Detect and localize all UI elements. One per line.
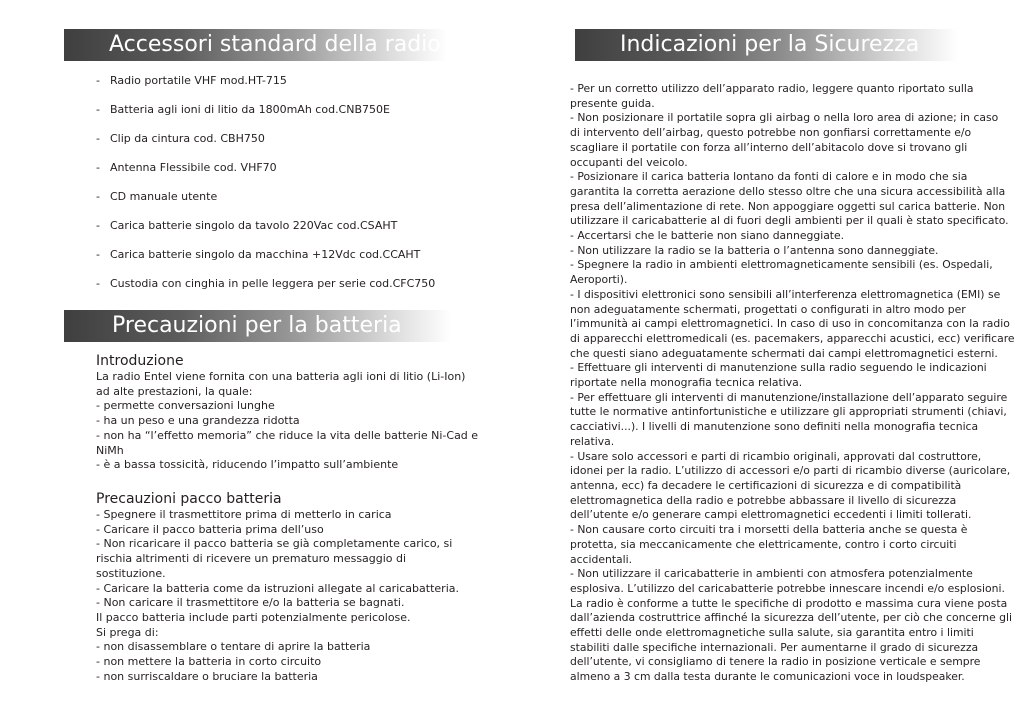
text-line: - non surriscaldare o bruciare la batteria bbox=[96, 669, 318, 683]
text-line: dall’azienda costruttrice affinché la sicurezza dell’utente, per ciò che concerne gli bbox=[570, 611, 1013, 625]
text-line: - Non posizionare il portatile sopra gli airbag o nella loro area di azione; in caso bbox=[570, 111, 999, 125]
list-item: - Antenna Flessibile cod. VHF70 bbox=[96, 161, 277, 174]
text-line: cacciativi...). I livelli di manutenzione sono definiti nella monografia tecnica bbox=[570, 420, 979, 434]
text-line: relativa. bbox=[570, 434, 615, 448]
text-line: - Usare solo accessori e parti di ricambio originali, approvati dal costruttore, bbox=[570, 449, 982, 463]
text-line: dell’utente e/o generare campi elettromagnetici eccedenti i limiti tollerati. bbox=[570, 508, 972, 522]
text-line: l’immunità ai campi elettromagnetici. In caso di uso in concomitanza con la radio bbox=[570, 317, 1010, 331]
text-line: di apparecchi elettromedicali (es. pacemakers, apparecchi acustici, ecc) verificare bbox=[570, 331, 1015, 345]
text-line: almeno a 3 cm dalla testa durante le comunicazioni voce in loudspeaker. bbox=[570, 670, 965, 684]
text-line: occupanti del veicolo. bbox=[570, 155, 688, 169]
text-line: - Per un corretto utilizzo dell’apparato radio, leggere quanto riportato sulla bbox=[570, 82, 974, 95]
text-line: - non disassemblare o tentare di aprire la batteria bbox=[96, 640, 371, 654]
text-line: - ha un peso e una grandezza ridotta bbox=[96, 414, 300, 428]
text-line: - permette conversazioni lunghe bbox=[96, 399, 275, 413]
text-line: - Posizionare il carica batteria lontano da fonti di calore e in modo che sia bbox=[570, 170, 968, 184]
accessories-section-header bbox=[64, 29, 447, 61]
battery-pack-paragraph bbox=[96, 508, 459, 684]
text-line: utilizzare il caricabatterie al di fuori degli ambienti per il quali è stato specificato. bbox=[570, 214, 1009, 228]
text-line: che questi siano adeguatamente schermati dai campi elettromagnetici esterni. bbox=[570, 346, 998, 360]
text-line: - Spegnere il trasmettitore prima di metterlo in carica bbox=[96, 508, 392, 521]
text-line: protetta, sia meccanicamente che elettricamente, contro i corto circuiti bbox=[570, 537, 957, 551]
text-line: - non mettere la batteria in corto circuito bbox=[96, 655, 322, 669]
text-line: stabiliti dalle specifiche internazionali. Per aumentarne il grado di sicurezza bbox=[570, 640, 979, 654]
battery-section-header bbox=[64, 310, 451, 342]
text-line: presa dell’alimentazione di rete. Non appoggiare oggetti sul carica batterie. Non bbox=[570, 199, 1006, 213]
text-line: - Caricare la batteria come da istruzioni allegate al caricabatteria. bbox=[96, 581, 459, 595]
text-line: di intervento dell’airbag, questo potrebbe non gonfiarsi correttamente e/o bbox=[570, 126, 972, 140]
text-line: La radio Entel viene fornita con una batteria agli ioni di litio (Li-Ion) bbox=[96, 370, 466, 383]
text-line: Si prega di: bbox=[96, 625, 159, 639]
text-line: - Non utilizzare la radio se la batteria o l’antenna sono danneggiate. bbox=[570, 243, 939, 257]
list-item: - Batteria agli ioni di litio da 1800mAh cod.CNB750E bbox=[96, 103, 390, 116]
text-line: effetti delle onde elettromagnetiche sulla salute, sia garantita entro i limiti bbox=[570, 626, 974, 640]
text-line: elettromagnetica della radio e potrebbe abbassare il livello di sicurezza bbox=[570, 493, 957, 507]
list-item: - CD manuale utente bbox=[96, 190, 218, 203]
list-item: - Carica batterie singolo da tavolo 220Vac cod.CSAHT bbox=[96, 219, 398, 232]
text-line: - Non caricare il trasmettitore e/o la batteria se bagnati. bbox=[96, 596, 405, 610]
text-line: scagliare il portatile con forza all’interno dell’abitacolo dove si trovano gli bbox=[570, 140, 968, 154]
text-line: esplosiva. L’utilizzo del caricabatterie potrebbe innescare incendi e/o esplosioni. bbox=[570, 581, 1005, 595]
accessories-title: Accessori standard della radio bbox=[109, 32, 441, 57]
text-line: accidentali. bbox=[570, 552, 633, 566]
text-line: - è a bassa tossicità, riducendo l’impatto sull’ambiente bbox=[96, 458, 399, 472]
text-line: sostituzione. bbox=[96, 566, 166, 580]
text-line: La radio è conforme a tutte le specifiche di prodotto e massima cura viene posta bbox=[570, 596, 1008, 610]
text-line: Aeroporti). bbox=[570, 273, 628, 287]
text-line: - Caricare il pacco batteria prima dell’uso bbox=[96, 522, 324, 536]
text-line: dell’utente, vi consigliamo di tenere la radio in posizione verticale e sempre bbox=[570, 655, 981, 669]
text-line: NiMh bbox=[96, 443, 124, 457]
safety-paragraph bbox=[570, 82, 1015, 685]
text-line: - Non ricaricare il pacco batteria se già completamente carico, si bbox=[96, 537, 453, 551]
text-line: - Effettuare gli interventi di manutenzione sulla radio seguendo le indicazioni bbox=[570, 361, 987, 375]
safety-title: Indicazioni per la Sicurezza bbox=[620, 32, 920, 57]
intro-heading: Introduzione bbox=[96, 353, 184, 369]
text-line: - Non utilizzare il caricabatterie in ambienti con atmosfera potenzialmente bbox=[570, 567, 973, 581]
text-line: - Non causare corto circuiti tra i morsetti della batteria anche se questa è bbox=[570, 523, 968, 537]
text-line: - I dispositivi elettronici sono sensibili all’interferenza elettromagnetica (EMI) se bbox=[570, 287, 1001, 301]
list-item: - Clip da cintura cod. CBH750 bbox=[96, 132, 265, 145]
text-line: ad alte prestazioni, la quale: bbox=[96, 384, 253, 398]
text-line: antenna, ecc) fa decadere le certificazioni di sicurezza e di compatibilità bbox=[570, 478, 962, 492]
text-line: rischia altrimenti di ricevere un prematuro messaggio di bbox=[96, 552, 407, 566]
text-line: Il pacco batteria include parti potenzialmente pericolose. bbox=[96, 610, 411, 624]
battery-pack-heading: Precauzioni pacco batteria bbox=[96, 491, 282, 507]
intro-paragraph bbox=[96, 370, 478, 473]
text-line: tutte le normative antinfortunistiche e utilizzare gli appropriati strumenti (chiavi, bbox=[570, 405, 1007, 419]
text-line: - non ha “l’effetto memoria” che riduce la vita delle batterie Ni-Cad e bbox=[96, 428, 479, 442]
text-line: - Accertarsi che le batterie non siano danneggiate. bbox=[570, 229, 845, 243]
text-line: idonei per la radio. L’utilizzo di accessori e/o parti di ricambio diverse (auricolare, bbox=[570, 464, 1011, 478]
text-line: non adeguatamente schermati, progettati o configurati in altro modo per bbox=[570, 302, 966, 316]
text-line: riportate nella monografia tecnica relativa. bbox=[570, 376, 803, 390]
list-item: - Carica batterie singolo da macchina +12Vdc cod.CCAHT bbox=[96, 248, 421, 261]
accessories-list bbox=[96, 72, 435, 304]
safety-section-header bbox=[575, 29, 958, 61]
text-line: - Spegnere la radio in ambienti elettromagneticamente sensibili (es. Ospedali, bbox=[570, 258, 993, 272]
text-line: - Per effettuare gli interventi di manutenzione/installazione dell’apparato seguire bbox=[570, 390, 1008, 404]
list-item: - Radio portatile VHF mod.HT-715 bbox=[96, 74, 287, 87]
battery-title: Precauzioni per la batteria bbox=[112, 313, 402, 338]
text-line: garantita la corretta aerazione dello stesso oltre che una sicura accessibilità alla bbox=[570, 184, 1006, 198]
list-item: - Custodia con cinghia in pelle leggera per serie cod.CFC750 bbox=[96, 277, 436, 290]
text-line: presente guida. bbox=[570, 96, 655, 110]
